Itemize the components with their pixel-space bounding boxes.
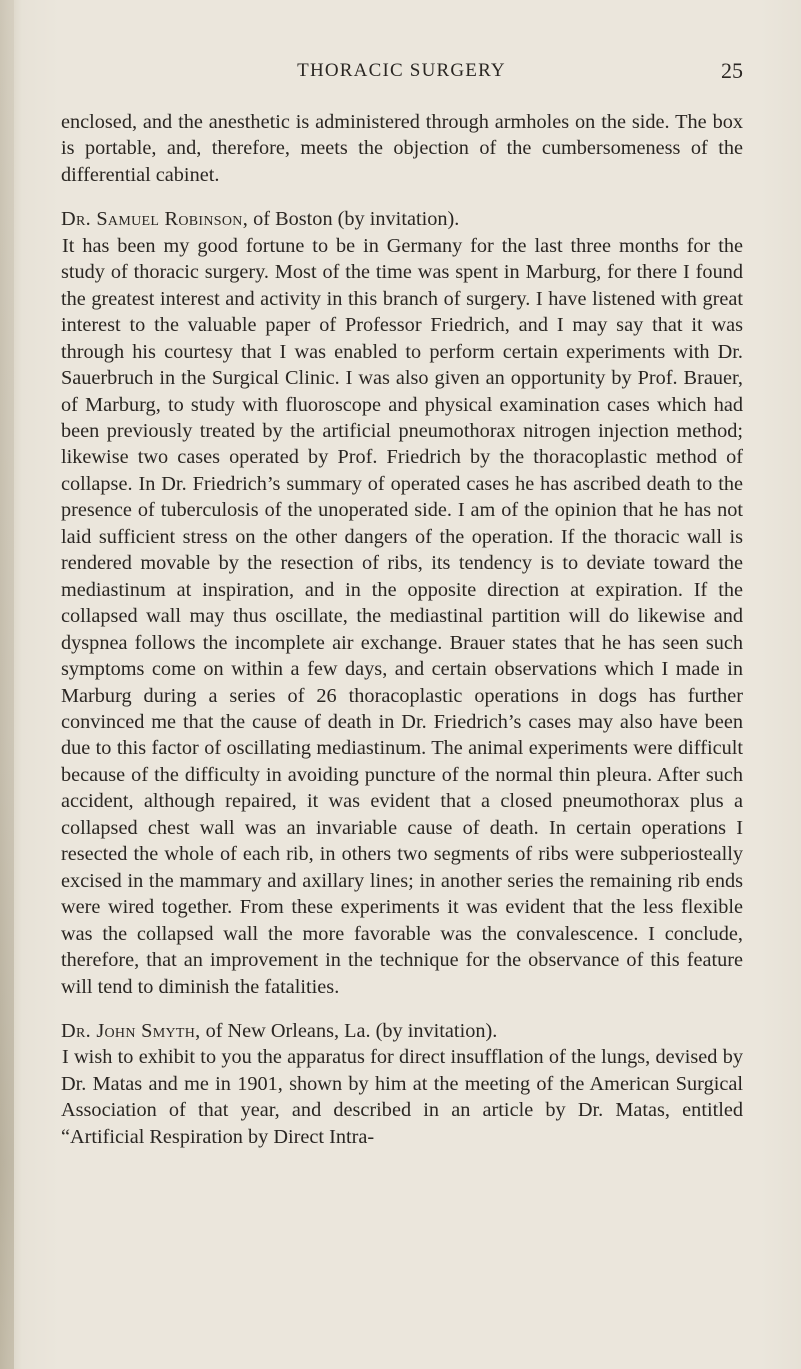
paragraph-robinson: It has been my good fortune to be in Germany for the last three months for the study of thoracic surgery. Most of the time was spent in Marburg, for there I found the greatest interest and activity in this branch of surgery. I have listened with great interest to the valuable paper of Professor Friedrich, and I may say that it was through his courtesy that I was enabled to perform certain experiments with Dr. Sauerbruch in the Surgical Clinic. I was also given an opportunity by Prof. Brauer, of Marburg, to study with fluoroscope and physical examination cases which had been previously treated by the artificial pneumothorax nitrogen injection method; likewise two cases operated by Prof. Friedrich by the thoracoplastic method of collapse. In Dr. Friedrich’s summary of operated cases he has ascribed death to the presence of tuberculosis of the unoperated side. I am of the opinion that he has not laid sufficient stress on the other dangers of the operation. If the thoracic wall is rendered movable by the resection of ribs, its tendency is to deviate toward the mediastinum at inspiration, and in the opposite direction at expiration. If the collapsed wall may thus oscillate, the mediastinal partition will do likewise and dyspnea follows the incomplete air exchange. Brauer states that he has seen such symptoms come on within a few days, and certain observations which I made in Marburg during a series of 26 thoracoplastic operations in dogs has further convinced me that the cause of death in Dr. Friedrich’s cases may also have been due to this factor of oscillating mediastinum. The animal experiments were difficult because of the difficulty in avoiding puncture of the normal thin pleura. After such accident, although repaired, it was evident that a closed pneumothorax plus a collapsed chest wall was an invariable cause of death. In certain operations I resected the whole of each rib, in others two segments of ribs were subperiosteally excised in the mammary and axillary lines; in another series the remaining rib ends were wired together. From these experiments it was evident that the less flexible was the collapsed wall the more favorable was the convalescence. I conclude, therefore, that an improvement in the technique for the observance of this feature will tend to diminish the fatalities. <box>61 234 743 998</box>
paragraph-continuation: enclosed, and the anesthetic is administered through armholes on the side. The box is portable, and, therefore, meets the objection of the cumbersomeness of the differential cabinet. <box>61 111 743 186</box>
page-number: 25 <box>721 58 743 83</box>
speaker-note: of New Orleans, La. (by invitation). <box>200 1019 498 1042</box>
speaker-name: Dr. Samuel Robinson, <box>61 208 249 231</box>
page-gutter-shadow <box>0 0 14 1369</box>
body-text <box>61 109 743 1150</box>
paragraph-smyth: I wish to exhibit to you the apparatus for direct insufflation of the lungs, devised by Dr. Matas and me in 1901, shown by him at the meeting of the American Surgical Association of that year, and described in an article by Dr. Matas, entitled “Artificial Respiration by Direct Intra- <box>61 1046 743 1148</box>
running-head <box>60 58 743 86</box>
speaker-line-smyth <box>61 1018 743 1044</box>
speaker-line-robinson <box>61 206 743 232</box>
running-title: THORACIC SURGERY <box>297 60 506 81</box>
speaker-note: of Boston (by invitation). <box>248 208 460 231</box>
speaker-name: Dr. John Smyth, <box>61 1019 201 1042</box>
